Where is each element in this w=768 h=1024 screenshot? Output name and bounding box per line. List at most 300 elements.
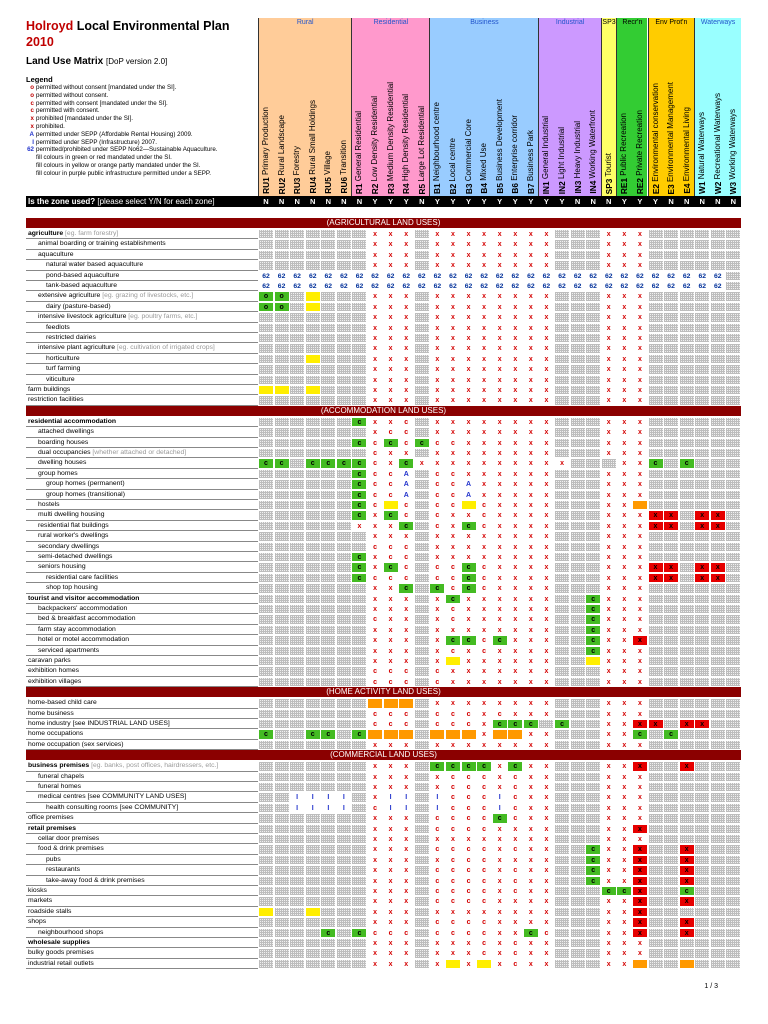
land-use-label: home business: [26, 709, 258, 719]
matrix-cell: x: [507, 469, 523, 479]
matrix-cell: [648, 907, 664, 917]
matrix-cell: [725, 635, 741, 645]
zone-column-header: B7 Business Park: [525, 130, 536, 194]
matrix-cell: [554, 417, 570, 427]
matrix-cell: x: [445, 521, 461, 531]
zone-used-value[interactable]: Y: [637, 197, 643, 206]
zone-used-value[interactable]: Y: [528, 197, 534, 206]
matrix-cell: 62: [398, 281, 414, 291]
matrix-cell: [570, 803, 586, 813]
matrix-cell: c: [398, 583, 414, 593]
matrix-cell: x: [476, 677, 492, 687]
matrix-cell: [648, 729, 664, 739]
zone-used-value[interactable]: N: [730, 197, 737, 206]
matrix-cell: x: [383, 364, 399, 374]
matrix-cell: x: [523, 583, 539, 593]
matrix-cell: x: [507, 521, 523, 531]
matrix-cell: [585, 886, 601, 896]
matrix-cell: [710, 709, 726, 719]
matrix-cell: [663, 740, 679, 750]
matrix-cell: 62: [274, 281, 290, 291]
zone-used-value[interactable]: N: [294, 197, 300, 206]
zone-used-value[interactable]: N: [699, 197, 705, 206]
matrix-cell: [585, 354, 601, 364]
matrix-cell: [570, 948, 586, 958]
matrix-cell: [585, 917, 601, 927]
zone-used-value[interactable]: N: [574, 197, 581, 206]
matrix-cell: c: [351, 729, 367, 739]
matrix-cell: [648, 302, 664, 312]
matrix-cell: x: [507, 427, 523, 437]
zone-used-value[interactable]: N: [683, 197, 690, 206]
matrix-cell: x: [632, 438, 648, 448]
matrix-cell: [351, 229, 367, 239]
matrix-cell: x: [538, 959, 554, 969]
matrix-cell: [289, 229, 305, 239]
matrix-cell: x: [476, 469, 492, 479]
matrix-cell: [710, 844, 726, 854]
matrix-cell: [351, 635, 367, 645]
matrix-cell: c: [476, 855, 492, 865]
matrix-cell: [320, 761, 336, 771]
matrix-cell: c: [429, 761, 445, 771]
matrix-cell: [725, 666, 741, 676]
matrix-cell: [320, 490, 336, 500]
zone-used-value[interactable]: Y: [434, 197, 440, 206]
matrix-cell: [289, 312, 305, 322]
matrix-cell: [274, 395, 290, 405]
matrix-cell: x: [429, 656, 445, 666]
matrix-cell: [725, 281, 741, 291]
matrix-cell: [570, 834, 586, 844]
matrix-cell: [289, 959, 305, 969]
matrix-cell: x: [507, 740, 523, 750]
matrix-cell: [679, 635, 695, 645]
matrix-cell: [320, 448, 336, 458]
matrix-cell: [570, 521, 586, 531]
zone-used-value[interactable]: N: [590, 197, 596, 206]
matrix-cell: 62: [258, 281, 274, 291]
matrix-cell: I: [305, 803, 321, 813]
matrix-cell: x: [461, 531, 477, 541]
matrix-cell: [274, 354, 290, 364]
matrix-cell: x: [616, 302, 632, 312]
matrix-cell: [258, 417, 274, 427]
matrix-cell: c: [445, 604, 461, 614]
land-use-label: tourist and visitor accommodation: [26, 594, 258, 604]
matrix-cell: x: [538, 614, 554, 624]
matrix-cell: x: [538, 490, 554, 500]
matrix-cell: c: [398, 709, 414, 719]
matrix-cell: x: [616, 448, 632, 458]
matrix-cell: x: [538, 427, 554, 437]
zone-used-value[interactable]: Y: [481, 197, 487, 206]
matrix-cell: [725, 333, 741, 343]
matrix-cell: c: [476, 646, 492, 656]
section-header: (AGRICULTURAL LAND USES): [26, 218, 741, 228]
matrix-cell: [320, 510, 336, 520]
matrix-cell: x: [429, 260, 445, 270]
matrix-cell: [274, 782, 290, 792]
matrix-cell: [351, 824, 367, 834]
matrix-cell: [320, 385, 336, 395]
zone-used-value[interactable]: N: [606, 197, 612, 206]
matrix-cell: x: [492, 250, 508, 260]
matrix-cell: c: [445, 772, 461, 782]
matrix-cell: x: [383, 604, 399, 614]
matrix-cell: [305, 323, 321, 333]
matrix-cell: [694, 364, 710, 374]
matrix-cell: x: [601, 656, 617, 666]
matrix-cell: [570, 594, 586, 604]
zone-used-value[interactable]: Y: [652, 197, 658, 206]
matrix-cell: x: [492, 469, 508, 479]
matrix-cell: c: [476, 928, 492, 938]
matrix-cell: c: [429, 876, 445, 886]
matrix-cell: c: [445, 844, 461, 854]
zone-column-header: RE1 Public Recreation: [619, 112, 630, 194]
matrix-cell: I: [289, 803, 305, 813]
matrix-cell: [258, 521, 274, 531]
zone-used-value[interactable]: Y: [543, 197, 549, 206]
matrix-cell: [694, 824, 710, 834]
matrix-cell: [679, 312, 695, 322]
zone-used-value[interactable]: Y: [403, 197, 409, 206]
zone-used-value[interactable]: Y: [559, 197, 565, 206]
matrix-cell: [570, 792, 586, 802]
matrix-cell: x: [616, 500, 632, 510]
matrix-cell: x: [523, 260, 539, 270]
matrix-cell: [663, 583, 679, 593]
matrix-cell: x: [616, 719, 632, 729]
matrix-cell: x: [383, 531, 399, 541]
matrix-cell: x: [523, 959, 539, 969]
matrix-cell: x: [492, 844, 508, 854]
legend-text: permitted with consent [mandated under the SI].: [36, 99, 168, 107]
zone-group: [616, 18, 647, 196]
matrix-cell: x: [616, 740, 632, 750]
matrix-cell: [554, 959, 570, 969]
matrix-cell: c: [476, 886, 492, 896]
legend-row: [26, 115, 258, 123]
matrix-cell: [632, 500, 648, 510]
matrix-cell: [648, 583, 664, 593]
matrix-cell: c: [445, 490, 461, 500]
zone-used-value[interactable]: N: [341, 197, 347, 206]
matrix-cell: x: [398, 896, 414, 906]
matrix-cell: [570, 782, 586, 792]
matrix-cell: x: [616, 552, 632, 562]
zone-used-value[interactable]: Y: [621, 197, 627, 206]
matrix-cell: [414, 782, 430, 792]
matrix-cell: [289, 635, 305, 645]
matrix-cell: x: [632, 417, 648, 427]
zone-used-value[interactable]: Y: [512, 197, 518, 206]
matrix-cell: [663, 239, 679, 249]
matrix-cell: [710, 772, 726, 782]
matrix-cell: x: [601, 239, 617, 249]
matrix-cell: c: [429, 709, 445, 719]
matrix-cell: [258, 250, 274, 260]
matrix-cell: [258, 312, 274, 322]
matrix-cell: [305, 782, 321, 792]
matrix-cell: x: [601, 448, 617, 458]
matrix-cell: [710, 677, 726, 687]
zone-used-value[interactable]: Y: [466, 197, 472, 206]
matrix-cell: x: [616, 594, 632, 604]
matrix-cell: [351, 583, 367, 593]
matrix-cell: x: [632, 938, 648, 948]
matrix-cell: [320, 354, 336, 364]
matrix-cell: [305, 813, 321, 823]
matrix-cell: [445, 729, 461, 739]
table-row: [26, 886, 741, 896]
matrix-cell: x: [601, 291, 617, 301]
zone-used-value[interactable]: Y: [372, 197, 378, 206]
matrix-cell: [585, 896, 601, 906]
matrix-cell: [258, 510, 274, 520]
matrix-cell: x: [445, 354, 461, 364]
matrix-cell: x: [429, 646, 445, 656]
matrix-cell: x: [538, 479, 554, 489]
matrix-cell: [725, 729, 741, 739]
matrix-cell: [570, 469, 586, 479]
matrix-cell: [336, 354, 352, 364]
matrix-cell: [648, 427, 664, 437]
matrix-cell: [585, 938, 601, 948]
zone-used-value[interactable]: Y: [388, 197, 394, 206]
matrix-cell: x: [523, 896, 539, 906]
matrix-cell: x: [523, 239, 539, 249]
matrix-cell: 62: [305, 281, 321, 291]
zone-used-value[interactable]: Y: [450, 197, 456, 206]
matrix-cell: x: [507, 917, 523, 927]
matrix-cell: [351, 761, 367, 771]
matrix-cell: [274, 740, 290, 750]
matrix-cell: x: [445, 375, 461, 385]
zone-column-header: RU3 Forestry: [292, 145, 303, 194]
matrix-cell: o: [274, 291, 290, 301]
matrix-cell: [570, 573, 586, 583]
matrix-cell: x: [616, 323, 632, 333]
matrix-cell: [725, 907, 741, 917]
matrix-cell: c: [258, 458, 274, 468]
matrix-cell: [679, 583, 695, 593]
matrix-cell: [725, 792, 741, 802]
matrix-cell: [679, 469, 695, 479]
matrix-cell: [336, 656, 352, 666]
zone-column-header: R2 Low Density Residential: [370, 95, 381, 194]
matrix-cell: [710, 302, 726, 312]
matrix-cell: [305, 844, 321, 854]
matrix-cell: x: [601, 761, 617, 771]
matrix-cell: [320, 343, 336, 353]
matrix-cell: [414, 260, 430, 270]
matrix-cell: [414, 583, 430, 593]
matrix-cell: [663, 375, 679, 385]
matrix-cell: [336, 417, 352, 427]
matrix-cell: [679, 803, 695, 813]
matrix-cell: x: [616, 907, 632, 917]
matrix-cell: 62: [305, 271, 321, 281]
matrix-cell: [679, 614, 695, 624]
matrix-cell: x: [601, 834, 617, 844]
zone-used-value[interactable]: Y: [497, 197, 503, 206]
matrix-cell: [585, 772, 601, 782]
matrix-cell: [351, 907, 367, 917]
zone-used-value[interactable]: N: [668, 197, 674, 206]
land-use-label: viticulture: [26, 375, 258, 385]
matrix-cell: [305, 604, 321, 614]
matrix-cell: [274, 479, 290, 489]
matrix-cell: [414, 229, 430, 239]
matrix-cell: [351, 656, 367, 666]
matrix-cell: x: [492, 562, 508, 572]
matrix-cell: x: [507, 375, 523, 385]
matrix-cell: [336, 855, 352, 865]
matrix-cell: [570, 354, 586, 364]
matrix-cell: x: [445, 239, 461, 249]
matrix-cell: x: [694, 510, 710, 520]
matrix-cell: [274, 604, 290, 614]
matrix-cell: x: [663, 573, 679, 583]
matrix-cell: c: [523, 719, 539, 729]
matrix-cell: [554, 844, 570, 854]
matrix-cell: x: [648, 510, 664, 520]
matrix-cell: c: [445, 824, 461, 834]
matrix-cell: [305, 312, 321, 322]
matrix-cell: x: [461, 740, 477, 750]
matrix-cell: x: [367, 323, 383, 333]
matrix-cell: [694, 395, 710, 405]
matrix-cell: x: [398, 354, 414, 364]
matrix-cell: [710, 917, 726, 927]
zone-used-value[interactable]: N: [325, 197, 332, 206]
matrix-cell: [336, 824, 352, 834]
matrix-cell: c: [461, 824, 477, 834]
matrix-cell: [554, 813, 570, 823]
zone-used-value[interactable]: N: [715, 197, 721, 206]
matrix-cell: [570, 542, 586, 552]
matrix-cell: [648, 772, 664, 782]
matrix-cell: [414, 562, 430, 572]
matrix-cell: x: [554, 458, 570, 468]
matrix-cell: [289, 385, 305, 395]
matrix-cell: [694, 782, 710, 792]
matrix-cell: [289, 948, 305, 958]
matrix-cell: [663, 291, 679, 301]
matrix-cell: c: [445, 865, 461, 875]
matrix-cell: c: [445, 500, 461, 510]
matrix-cell: [274, 625, 290, 635]
matrix-cell: [694, 959, 710, 969]
matrix-cell: [663, 813, 679, 823]
matrix-cell: c: [476, 948, 492, 958]
matrix-cell: [554, 302, 570, 312]
matrix-cell: [648, 291, 664, 301]
zone-used-value[interactable]: N: [263, 197, 269, 206]
matrix-cell: x: [492, 417, 508, 427]
matrix-cell: x: [616, 343, 632, 353]
matrix-cell: [710, 698, 726, 708]
matrix-cell: [554, 834, 570, 844]
matrix-cell: c: [367, 677, 383, 687]
zone-used-value[interactable]: N: [419, 197, 425, 206]
legend-text: prohibited [mandated under the SI].: [36, 115, 134, 123]
matrix-cell: x: [492, 614, 508, 624]
matrix-cell: [320, 229, 336, 239]
matrix-cell: x: [476, 614, 492, 624]
matrix-cell: x: [632, 666, 648, 676]
matrix-cell: [274, 938, 290, 948]
matrix-cell: x: [538, 813, 554, 823]
matrix-cell: x: [538, 677, 554, 687]
matrix-cell: [570, 490, 586, 500]
matrix-cell: c: [398, 552, 414, 562]
matrix-cell: x: [523, 635, 539, 645]
zone-column-header: IN3 Heavy Industrial: [572, 121, 583, 194]
matrix-cell: [414, 896, 430, 906]
matrix-cell: [336, 302, 352, 312]
matrix-cell: [320, 239, 336, 249]
matrix-cell: [570, 312, 586, 322]
matrix-cell: [710, 469, 726, 479]
matrix-cell: [289, 458, 305, 468]
matrix-cell: x: [383, 614, 399, 624]
matrix-cell: [554, 917, 570, 927]
matrix-cell: [585, 343, 601, 353]
matrix-cell: c: [274, 458, 290, 468]
matrix-cell: [258, 792, 274, 802]
matrix-cell: x: [523, 803, 539, 813]
matrix-cell: x: [601, 729, 617, 739]
matrix-cell: [648, 542, 664, 552]
matrix-cell: x: [616, 562, 632, 572]
matrix-cell: [554, 510, 570, 520]
matrix-cell: x: [523, 698, 539, 708]
matrix-cell: [585, 333, 601, 343]
matrix-cell: [679, 427, 695, 437]
matrix-cell: [694, 375, 710, 385]
matrix-cell: [663, 302, 679, 312]
matrix-cell: [585, 959, 601, 969]
zone-column-header: RE2 Private Recreation: [634, 109, 645, 194]
matrix-cell: x: [601, 948, 617, 958]
matrix-cell: x: [601, 792, 617, 802]
matrix-cell: x: [461, 625, 477, 635]
matrix-cell: [694, 302, 710, 312]
matrix-cell: [648, 834, 664, 844]
matrix-cell: x: [632, 594, 648, 604]
zone-used-value[interactable]: N: [310, 197, 316, 206]
zone-used-value[interactable]: N: [278, 197, 285, 206]
matrix-cell: x: [367, 792, 383, 802]
matrix-cell: x: [492, 427, 508, 437]
zone-group-label: Waterways: [700, 19, 736, 26]
matrix-cell: [274, 729, 290, 739]
matrix-cell: x: [632, 855, 648, 865]
matrix-cell: [258, 438, 274, 448]
matrix-cell: [274, 250, 290, 260]
matrix-cell: 62: [523, 271, 539, 281]
matrix-cell: x: [601, 855, 617, 865]
matrix-cell: [320, 323, 336, 333]
zone-used-value[interactable]: N: [356, 197, 363, 206]
matrix-cell: x: [679, 761, 695, 771]
table-row: [26, 709, 741, 719]
land-use-label: restriction facilities: [26, 395, 258, 405]
matrix-cell: x: [476, 427, 492, 437]
